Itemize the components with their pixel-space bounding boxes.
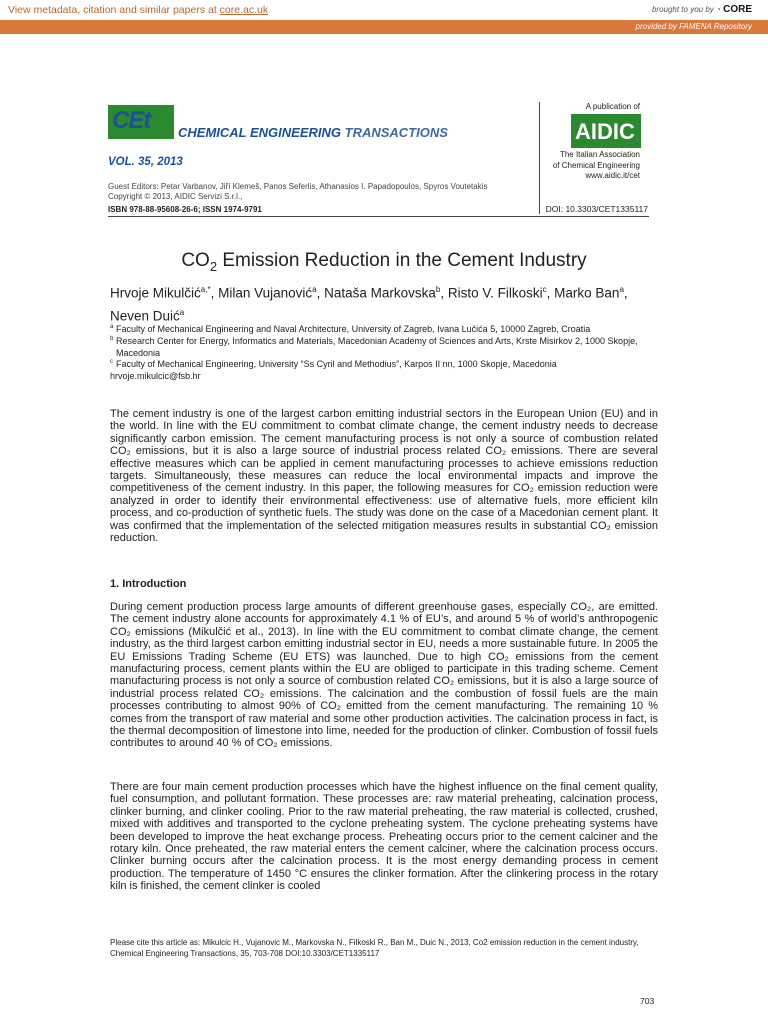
journal-title (178, 125, 448, 140)
guest-editors (108, 182, 528, 202)
provider-text[interactable]: provided by FAMENA Repository (635, 22, 752, 31)
intro-paragraph: During cement production process large amounts of different greenhouse gases, especially CO₂, are emitted. The cement industry alone accounts for approximately 4.1 % of EU’s, and around 5 % of world’s anthropogenic CO₂ emissions (Mikulčić et al., 2013). In line with the EU commitment to combat climate change, the cement industry, as the third largest carbon emitting industrial sector in EU, needs a more sustainable future. In 2005 the EU Emissions Trading Scheme (EU ETS) was launched. Due to high CO₂ emissions from the cement manufacturing process, cement plants within the EU are obliged to participate in this trading scheme. Cement manufacturing process is not only a source of combustion related CO₂ emissions, but it is also a large source of industrial process related CO₂ emissions. The calcination and the combustion of fossil fuels are the main processes contributing to almost 90% of CO₂ emitted from the cement manufacturing. The remaining 10 % comes from the transport of raw material and some other production activities. The calcination process in fact, is the thermal decomposition of limestone into lime, needed for the production of clinker. Combustion of fossil fuels contributes to around 40 % of CO₂ emissions. (110, 601, 658, 750)
aidic-line1: The Italian Association (559, 150, 640, 159)
header-rule (108, 216, 649, 217)
journal-title-sub: TRANSACTIONS (344, 125, 448, 140)
cet-logo-text: CEt (112, 107, 151, 134)
abstract: The cement industry is one of the largest carbon emitting industrial sectors in the European Union (EU) and in the world. In line with the EU commitment to combat climate change, the cement industry needs to decrease significantly carbon emission. The cement manufacturing process is not only a source of combustion related CO₂ emissions, but it is also a large source of industrial process related CO₂ emissions. There are several effective measures which can be applied in cement manufacturing processes to achieve emissions reduction targets. Simultaneously, these measures can reduce the local environmental impacts and improve the competitiveness of the cement industry. In this paper, the following measures for CO₂ emission reduction were analyzed in order to identify their environmental effectiveness: use of alternative fuels, more efficient kiln process, and co-production of synthetic fuels. The study was done on the case of a Macedonian cement plant. It was confirmed that the implementation of the selected mitigation measures results in substantial CO₂ emission reduction. (110, 408, 658, 545)
core-link[interactable]: core.ac.uk (219, 4, 269, 16)
core-name: CORE (723, 4, 752, 15)
affiliation (110, 336, 655, 360)
section-heading: 1. Introduction (110, 578, 187, 590)
journal-volume: VOL. 35, 2013 (108, 156, 183, 168)
aidic-logo-text: AIDIC (575, 119, 635, 144)
title-part: CO (181, 250, 210, 271)
affiliation (110, 359, 655, 371)
author: Risto V. Filkoski (447, 285, 543, 301)
intro-paragraph: There are four main cement production processes which have the highest influence on the final cement quality, fuel consumption, and pollutant formation. These processes are: raw material preheating, calcination process, clinker burning, and clinker cooling. Prior to the raw material preheating, the raw material is collected, crushed, mixed with additives and transported to the cyclone preheating system. The cyclone preheating systems have been developed to improve the heat exchange process. Preheating occurs prior to the cement calciner and the rotary kiln. Once preheated, the raw material enters the cement calciner, where the calcination process occurs. Clinker burning occurs after the calcination process. It is the most energy demanding process in cement production. The temperature of 1450 °C ensures the clinker formation. After the clinkering process in the rotary kiln is finished, the cement clinker is cooled (110, 781, 658, 893)
affiliation-sup: a (110, 324, 114, 330)
author: Nataša Markovska (324, 285, 436, 301)
aidic-logo (571, 114, 641, 148)
affiliation-sup: c (110, 359, 113, 366)
author-sup: a (619, 285, 624, 294)
affiliation (110, 324, 655, 336)
publication-of-label: A publication of (585, 102, 640, 111)
citation-footer: Please cite this article as: Mikulcic H., Vujanovic M., Markovska N., Filkoski R., Ban M., Duic N., 2013, Co2 emission reduction in the cement industry, Chemical Engineering Transactions, 35, 703-708 DOI:10.3303/CET1335117 (110, 938, 639, 958)
author-sup: b (435, 285, 441, 294)
affiliation-sup: b (110, 335, 114, 342)
affiliation-text: Research Center for Energy, Informatics and Materials, Macedonian Academy of Sciences and Arts, Krste Misirkov 2, 1000 Skopje, Macedonia (116, 335, 638, 358)
header-divider (539, 102, 540, 214)
copyright-line: Copyright © 2013, AIDIC Servizi S.r.l., (108, 192, 243, 201)
contact-email[interactable]: hrvoje.mikulcic@fsb.hr (110, 371, 201, 382)
core-brought-by[interactable] (652, 4, 752, 15)
aidic-line2: of Chemical Engineering (552, 160, 640, 170)
title-subscript: 2 (209, 258, 218, 274)
affiliation-text: Faculty of Mechanical Engineering and Naval Architecture, University of Zagreb, Ivana Lučića 5, 10000 Zagreb, Croatia (116, 324, 591, 334)
isbn-line: ISBN 978-88-95608-26-6; ISSN 1974-9791 (108, 205, 262, 214)
author-list: Hrvoje Mikulčić$^{a,*}$, Milan Vujanović$^a$, Nataša Markovska$^b$, Risto V. Filkoski$^c$, Marko Ban$^a$, Neven Duić$^a$ (110, 285, 628, 323)
doi: DOI: 10.3303/CET1335117 (545, 204, 648, 214)
brought-by-label: brought to you by (651, 5, 714, 14)
affiliation-text: Faculty of Mechanical Engineering, University “Ss Cyril and Methodius”, Karpos II nn, 1000 Skopje, Macedonia (116, 359, 557, 370)
author: Milan Vujanović (218, 285, 313, 301)
page-number: 703 (640, 996, 655, 1006)
affiliations (110, 324, 655, 383)
cet-logo (108, 105, 174, 139)
journal-title-main: CHEMICAL ENGINEERING (178, 125, 341, 140)
author-sup: c (542, 285, 547, 294)
author-sup: a,* (200, 285, 211, 294)
core-metadata-text (8, 4, 268, 16)
aidic-info (553, 150, 640, 182)
core-metadata-label: View metadata, citation and similar papers at (8, 4, 217, 16)
author-sup: a (312, 285, 317, 294)
aidic-url[interactable]: www.aidic.it/cet (585, 171, 640, 180)
core-logo-icon: ◔ (716, 5, 721, 14)
author-sup: a (179, 307, 185, 317)
author: Hrvoje Mikulčić (110, 285, 201, 301)
author: Marko Ban (554, 285, 620, 301)
editors-line: Guest Editors: Petar Varbanov, Jiří Klemeš, Panos Seferlis, Athanasios I. Papadopoulos, Spyros Voutetakis (108, 182, 488, 191)
author: Neven Duić (110, 308, 180, 323)
paper-title (0, 250, 768, 272)
title-part: Emission Reduction in the Cement Industry (217, 250, 587, 271)
